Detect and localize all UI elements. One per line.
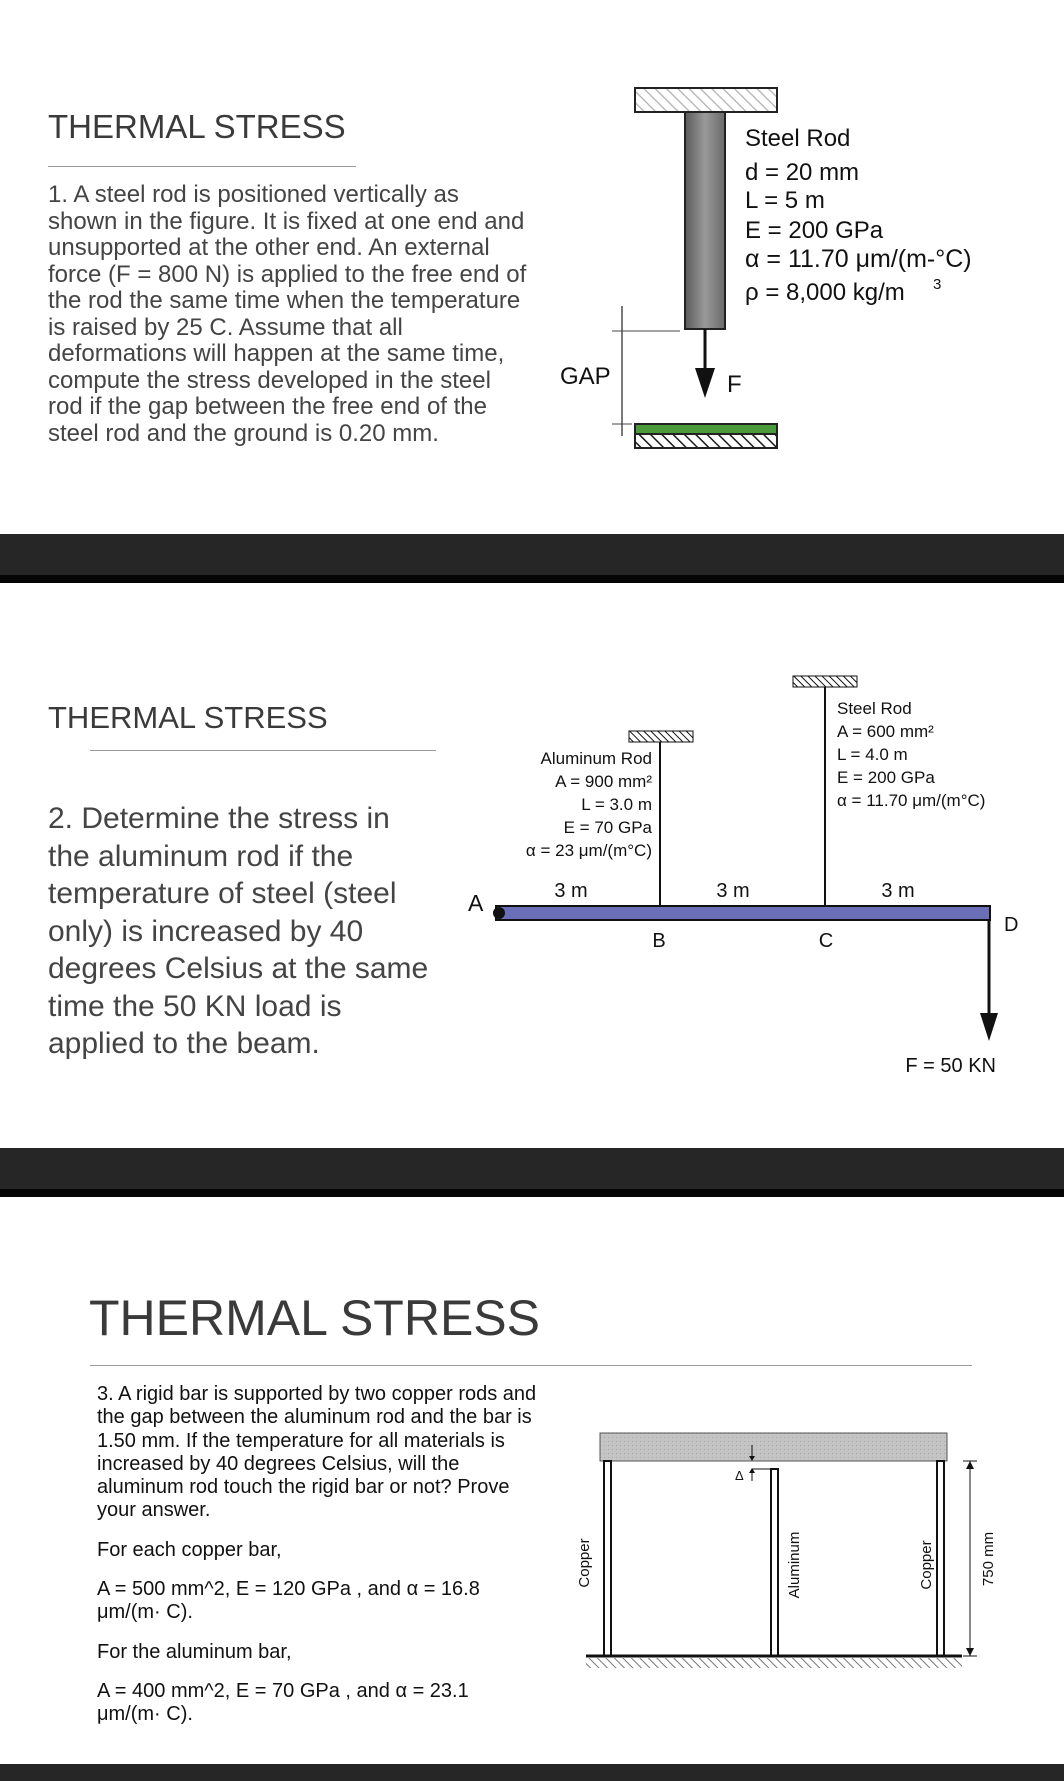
aluminum-heading: For the aluminum bar,	[97, 1640, 292, 1663]
rod-prop-alpha: α = 11.70 μm/(m-°C)	[745, 245, 972, 273]
point-a: A	[468, 890, 484, 916]
slide-3-title: THERMAL STRESS	[89, 1290, 541, 1346]
steel-length: L = 4.0 m	[837, 745, 908, 764]
fixed-support	[635, 88, 777, 112]
slide-separator-3	[0, 1764, 1064, 1781]
aluminum-area: A = 900 mm²	[555, 772, 652, 791]
slide-2	[0, 583, 1064, 1148]
span-ab: 3 m	[554, 880, 588, 902]
gap-delta-label: Δ	[735, 1468, 744, 1483]
steel-alpha: α = 11.70 μm/(m°C)	[837, 791, 986, 810]
pin-support-a	[493, 907, 505, 919]
steel-area: A = 600 mm²	[837, 722, 934, 741]
slide-1-problem: 1. A steel rod is positioned vertically as shown in the figure. It is fixed at one end and unsupported at the other end. An external force (F = 800 N) is applied to the free end of the rod the same time when the temperature is raised by 25 C. Assume that all deformations will happen at the same time, compute the stress developed in the steel rod if the gap between the free end of the steel rod and the ground is 0.20 mm.	[48, 181, 527, 447]
rod-prop-diameter: d = 20 mm	[745, 159, 860, 186]
beam	[496, 906, 990, 920]
aluminum-support	[629, 731, 693, 742]
load-label: F = 50 KN	[905, 1055, 996, 1077]
right-copper-rod	[937, 1461, 944, 1656]
left-copper-rod	[604, 1461, 611, 1656]
ground-support	[635, 434, 777, 448]
slide-1-title: THERMAL STRESS	[48, 108, 346, 145]
slide-separator-2	[0, 1148, 1064, 1197]
slide-2-title: THERMAL STRESS	[48, 700, 328, 735]
ground-hatch	[586, 1658, 962, 1668]
aluminum-length: L = 3.0 m	[581, 795, 652, 814]
gap-label: GAP	[560, 363, 611, 390]
steel-rod-figure	[0, 0, 1064, 534]
steel-support	[793, 676, 857, 687]
steel-modulus: E = 200 GPa	[837, 768, 935, 787]
aluminum-modulus: E = 70 GPa	[563, 818, 652, 837]
slide-3	[0, 1197, 1064, 1764]
load-arrowhead	[980, 1013, 998, 1041]
point-d: D	[1004, 914, 1019, 936]
rod-prop-length: L = 5 m	[745, 187, 825, 214]
force-label: F	[727, 371, 742, 398]
rod-prop-density-exponent: 3	[933, 276, 942, 293]
slide-1	[0, 0, 1064, 534]
aluminum-rod-title: Aluminum Rod	[540, 749, 652, 768]
slide-3-problem: 3. A rigid bar is supported by two copper rods and the gap between the aluminum rod and the bar is 1.50 mm. If the temperature for all materials is increased by 40 degrees Celsius, will the aluminum rod touch the rigid bar or not? Prove your answer.	[97, 1383, 537, 1522]
ground-green-layer	[635, 424, 777, 434]
steel-rod-title: Steel Rod	[837, 699, 912, 718]
left-copper-label: Copper	[576, 1538, 593, 1588]
beam-figure	[0, 583, 1064, 1148]
aluminum-rod-label: Aluminum	[786, 1531, 803, 1599]
copper-properties: A = 500 mm^2, E = 120 GPa , and α = 16.8 μm/(m· C).	[97, 1578, 480, 1624]
span-cd: 3 m	[881, 880, 915, 902]
height-arrow-top	[966, 1461, 974, 1469]
point-c: C	[818, 930, 834, 952]
slide-2-problem: 2. Determine the stress in the aluminum rod if the temperature of steel (steel only) is increased by 40 degrees Celsius at the same time the 50 KN load is applied to the beam.	[48, 802, 429, 1060]
aluminum-alpha: α = 23 μm/(m°C)	[525, 841, 652, 860]
copper-heading: For each copper bar,	[97, 1538, 282, 1561]
aluminum-rod-3	[771, 1469, 778, 1656]
point-b: B	[652, 930, 666, 952]
rigid-bar	[600, 1433, 947, 1461]
height-arrow-bottom	[966, 1648, 974, 1656]
aluminum-properties: A = 400 mm^2, E = 70 GPa , and α = 23.1 μm/(m· C).	[97, 1679, 469, 1726]
rod-prop-modulus: E = 200 GPa	[745, 217, 884, 244]
steel-rod	[685, 112, 725, 329]
right-copper-label: Copper	[918, 1540, 935, 1590]
force-arrowhead	[695, 368, 715, 398]
rod-prop-density: ρ = 8,000 kg/m	[745, 279, 905, 306]
rod-props-title: Steel Rod	[745, 125, 851, 152]
slide-separator-1	[0, 534, 1064, 583]
span-bc: 3 m	[716, 880, 750, 902]
rigid-bar-figure	[0, 1197, 1064, 1764]
height-label: 750 mm	[980, 1531, 997, 1587]
